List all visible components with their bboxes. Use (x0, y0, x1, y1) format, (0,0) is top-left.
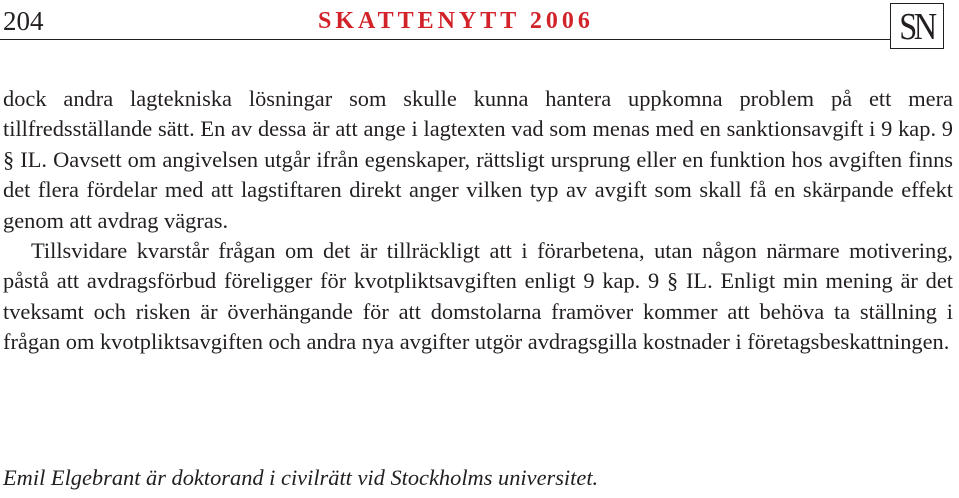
logo-text: SN (899, 6, 934, 48)
paragraph-2: Tillsvidare kvarstår frågan om det är tillräckligt att i förarbetena, utan någon närmare motivering, påstå att avdragsförbud föreligger för kvotpliktsavgiften enligt 9 kap. 9 § IL. Enligt min mening är det tveksamt och risken är överhängande för att domstolarna framöver kommer att behöva ta ställning i frågan om kvotpliktsavgiften och andra nya avgifter utgör avdragsgilla kostnader i företagsbeskattningen. (3, 238, 953, 355)
paragraph-1: dock andra lagtekniska lösningar som skulle kunna hantera uppkomna problem på ett mera tillfredsställande sätt. En av dessa är att ange i lagtexten vad som menas med en sanktionsavgift i 9 kap. 9 § IL. Oavsett om angivelsen utgår ifrån egenskaper, rättsligt ursprung eller en funktion hos avgiften finns det flera fördelar med att lagstiftaren direkt anger vilken typ av avgift som skall få en skärpande effekt genom att avdrag vägras. (3, 86, 953, 233)
journal-title: SKATTENYTT 2006 (318, 8, 594, 34)
header-rule (0, 39, 890, 40)
journal-logo (890, 3, 944, 49)
author-note: Emil Elgebrant är doktorand i civilrätt vid Stockholms universitet. (3, 465, 599, 490)
page-header (0, 0, 959, 48)
page-number: 204 (3, 6, 44, 36)
article-body (3, 84, 953, 358)
